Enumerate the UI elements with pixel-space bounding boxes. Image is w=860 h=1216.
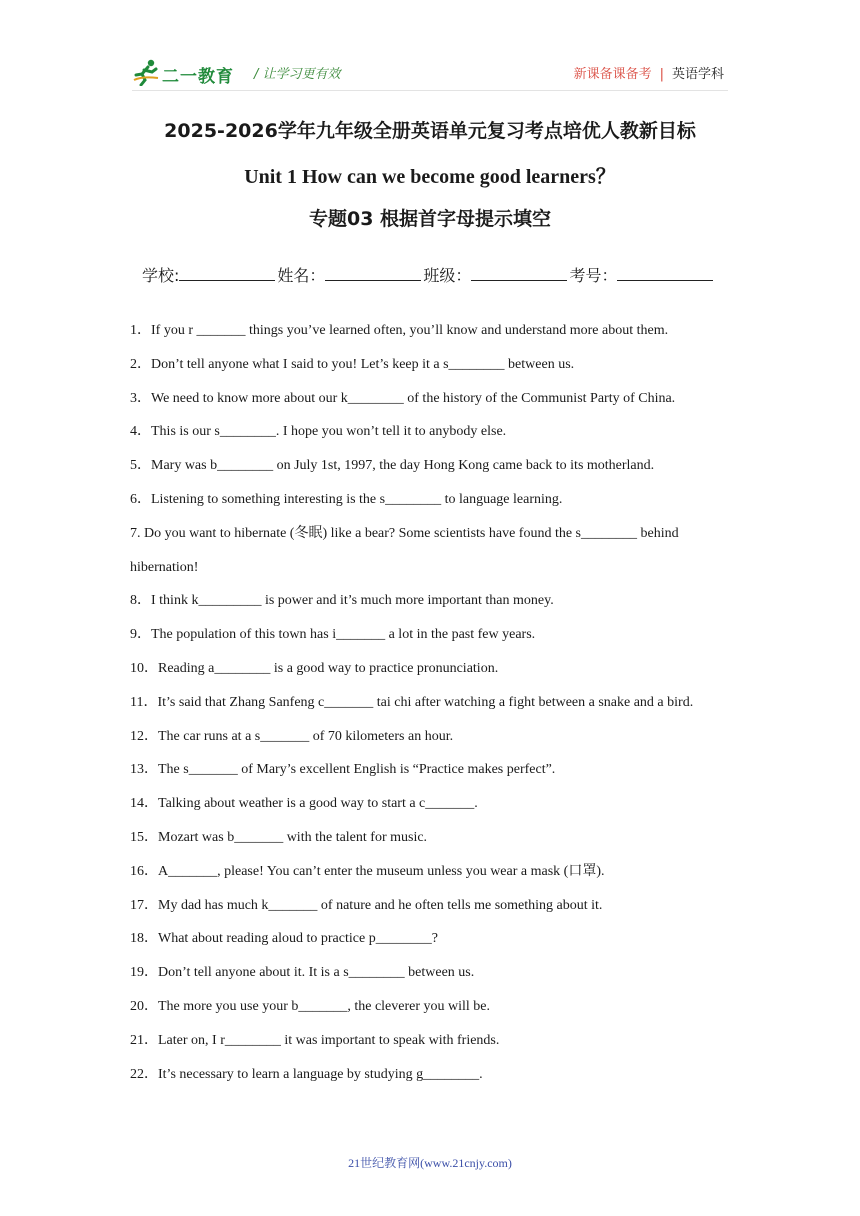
subject-label: 英语学科 [671,67,724,82]
class-field[interactable] [471,266,567,281]
topic-title: 专题03 根据首字母提示填空 [308,208,552,230]
question-item: 12．The car runs at a s_______ of 70 kilometers an hour. [130,728,454,744]
question-item: 20．The more you use your b_______, the cleverer you will be. [130,998,491,1014]
question-item: 17．My dad has much k_______ of nature and he often tells me something about it. [130,897,603,913]
name-label: 姓名： [277,266,326,285]
question-item: 9．The population of this town has i_______ a lot in the past few years. [130,627,536,643]
question-item: 22．It’s necessary to learn a language by studying g________. [130,1066,483,1082]
number-label: 考号： [569,266,618,285]
slogan: / 让学习更有效 [254,67,341,82]
question-item: 8．I think k_________ is power and it’s much more important than money. [130,593,554,609]
header-right [574,63,724,82]
question-item: 3．We need to know more about our k________ of the history of the Communist Party of China. [130,390,676,406]
page-title: 2025-2026学年九年级全册英语单元复习考点培优人教新目标 [164,120,696,142]
question-item: 15．Mozart was b_______ with the talent for music. [130,829,428,845]
question-item: 6．Listening to something interesting is the s________ to language learning. [130,491,563,507]
question-item: 13．The s_______ of Mary’s excellent English is “Practice makes perfect”. [130,762,556,778]
question-item: 18．What about reading aloud to practice p________? [130,931,438,947]
header-divider [132,90,728,91]
school-label: 学校: [142,266,180,285]
question-item: 2．Don’t tell anyone what I said to you! Let’s keep it a s________ between us. [130,356,575,372]
logo [132,56,244,90]
question-item: 1．If you r _______ things you’ve learned often, you’ll know and understand more about them. [130,323,669,338]
question-list [130,314,732,1091]
header-separator: | [659,67,664,82]
question-item: 21．Later on, I r________ it was important to speak with friends. [130,1032,500,1048]
question-item: 11．It’s said that Zhang Sanfeng c_______ tai chi after watching a fight between a snake and a bird. [130,694,694,710]
student-info-row [142,263,715,286]
question-item: 16．A_______, please! You can’t enter the museum unless you wear a mask (口罩). [130,863,605,879]
school-field[interactable] [179,266,275,281]
question-item: 7. Do you want to hibernate (冬眠) like a bear? Some scientists have found the s________ behind hibernation! [130,525,679,575]
question-item: 19．Don’t tell anyone about it. It is a s________ between us. [130,965,475,981]
question-item: 14．Talking about weather is a good way to start a c_______. [130,796,478,812]
page-header [132,56,728,90]
runner-logo-icon [132,58,160,86]
question-item: 5．Mary was b________ on July 1st, 1997, the day Hong Kong came back to its motherland. [130,458,655,474]
question-item: 4．This is our s________. I hope you won’t tell it to anybody else. [130,424,507,440]
logo-text: 二一教育 [162,67,234,87]
question-item: 10．Reading a________ is a good way to practice pronunciation. [130,660,499,676]
exam-label: 新课备课备考 [573,67,652,82]
name-field[interactable] [325,266,421,281]
number-field[interactable] [617,266,713,281]
class-label: 班级： [423,266,472,285]
page-footer[interactable]: 21世纪教育网(www.21cnjy.com) [348,1156,512,1170]
unit-title: Unit 1 How can we become good learners？ [244,166,616,188]
